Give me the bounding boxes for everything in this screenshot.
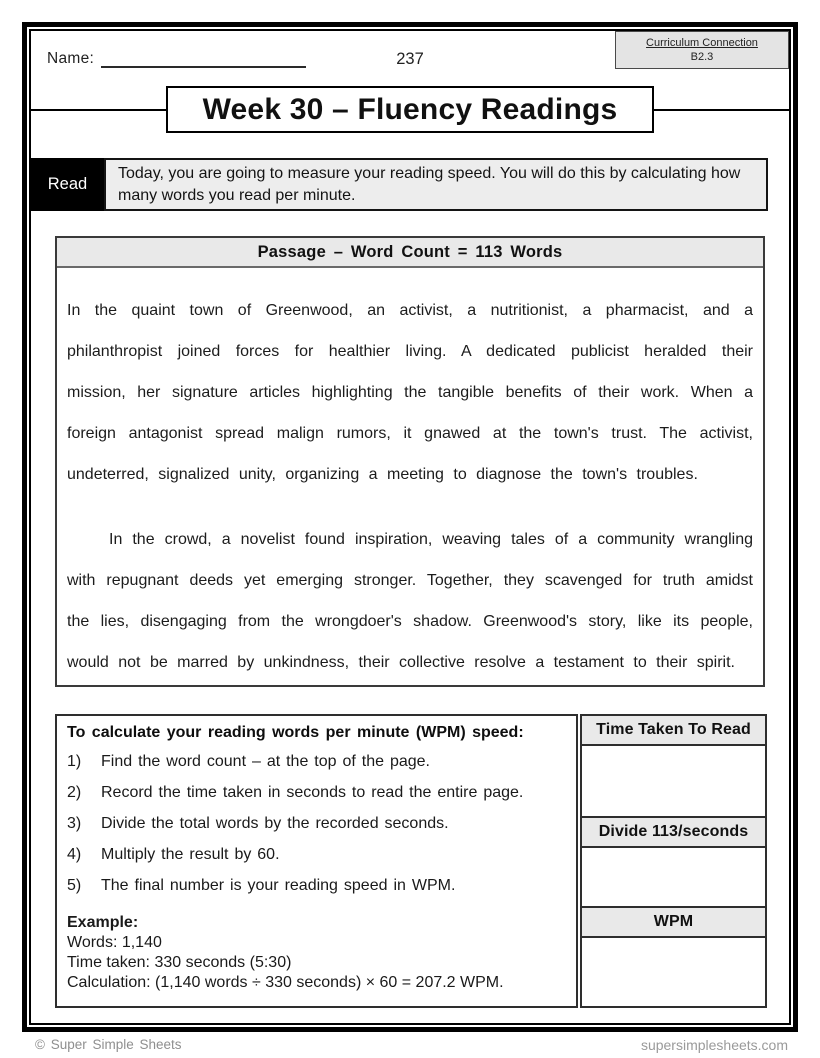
name-label: Name: bbox=[47, 50, 95, 67]
step-number: 3) bbox=[67, 815, 82, 832]
example-time-line: Time taken: 330 seconds (5:30) bbox=[67, 954, 292, 971]
worksheet-inner-frame bbox=[29, 29, 791, 1025]
calculation-step-4 bbox=[67, 844, 566, 865]
title-box bbox=[166, 86, 654, 133]
answer-cell-wpm[interactable] bbox=[582, 938, 765, 1006]
step-number: 2) bbox=[67, 784, 82, 801]
page-frame bbox=[22, 22, 798, 1032]
answer-cell-divide[interactable] bbox=[582, 848, 765, 908]
read-instruction-box bbox=[104, 158, 768, 211]
calculation-heading: To calculate your reading words per minute (WPM) speed: bbox=[67, 724, 524, 741]
passage-paragraph-2: In the crowd, a novelist found inspiration, weaving tales of a community wrangling with repugnant deeds yet emerging stronger. Together, they scavenged for truth amidst the lies, disengaging from the wrongdoer's shadow. Greenwood's story, like its people, would not be marred by unkindness, their collective resolve a testament to their spirit. bbox=[67, 531, 753, 671]
calculation-instructions-box bbox=[55, 714, 578, 1008]
calculation-step-2 bbox=[67, 782, 566, 803]
website-link[interactable]: supersimplesheets.com bbox=[640, 1037, 788, 1053]
example-words-line: Words: 1,140 bbox=[67, 934, 162, 951]
read-instruction-text: Today, you are going to measure your reading speed. You will do this by calculating how many words you read per minute. bbox=[118, 164, 741, 204]
step-text: Record the time taken in seconds to read the entire page. bbox=[101, 784, 524, 801]
answer-header-divide: Divide 113/seconds bbox=[582, 818, 765, 848]
step-text: Divide the total words by the recorded seconds. bbox=[101, 815, 449, 832]
answer-header-time-taken: Time Taken To Read bbox=[582, 716, 765, 746]
step-text: Multiply the result by 60. bbox=[101, 846, 280, 863]
step-number: 1) bbox=[67, 753, 82, 770]
passage-body bbox=[57, 268, 763, 683]
page-title: Week 30 – Fluency Readings bbox=[202, 92, 618, 126]
answer-cell-time-taken[interactable] bbox=[582, 746, 765, 818]
step-text: The final number is your reading speed in WPM. bbox=[101, 877, 456, 894]
copyright-text: © Super Simple Sheets bbox=[35, 1037, 182, 1052]
curriculum-connection-title: Curriculum Connection bbox=[646, 37, 758, 49]
page-number: 237 bbox=[396, 50, 424, 68]
read-label-box bbox=[31, 158, 104, 211]
calculation-step-5 bbox=[67, 875, 566, 896]
passage-paragraph-1: In the quaint town of Greenwood, an activist, a nutritionist, a pharmacist, and a philanthropist joined forces for healthier living. A dedicated publicist heralded their mission, her signature articles highlighting the tangible benefits of their work. When a foreign antagonist spread malign rumors, it gnawed at the town's trust. The activist, undeterred, signalized unity, organizing a meeting to diagnose the town's troubles. bbox=[67, 302, 753, 483]
calculation-step-1 bbox=[67, 751, 566, 772]
example-block bbox=[67, 913, 566, 993]
passage-box bbox=[55, 236, 765, 687]
example-calculation-line: Calculation: (1,140 words ÷ 330 seconds) × 60 = 207.2 WPM. bbox=[67, 974, 504, 991]
curriculum-connection-box bbox=[615, 31, 789, 69]
curriculum-connection-code: B2.3 bbox=[690, 51, 714, 63]
step-text: Find the word count – at the top of the page. bbox=[101, 753, 430, 770]
example-heading: Example: bbox=[67, 914, 139, 931]
answer-header-wpm: WPM bbox=[582, 908, 765, 938]
step-number: 5) bbox=[67, 877, 82, 894]
calculation-step-3 bbox=[67, 813, 566, 834]
step-number: 4) bbox=[67, 846, 82, 863]
read-label: Read bbox=[47, 175, 88, 193]
answer-table bbox=[580, 714, 767, 1008]
passage-header: Passage – Word Count = 113 Words bbox=[57, 238, 763, 268]
